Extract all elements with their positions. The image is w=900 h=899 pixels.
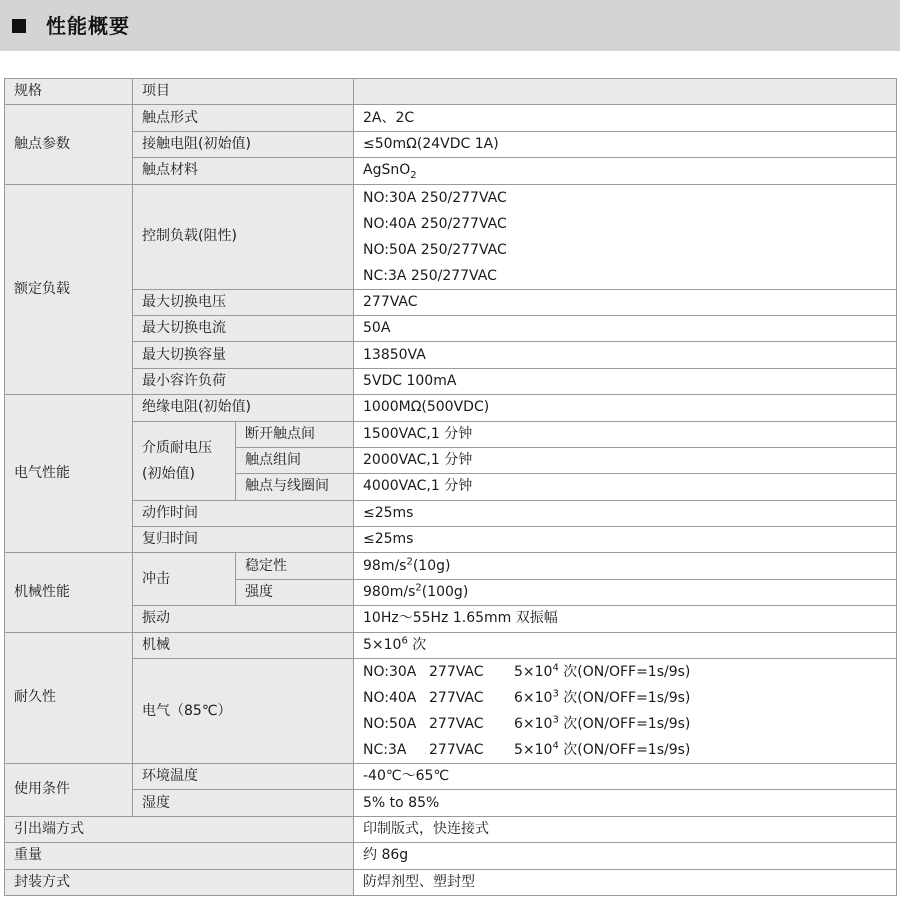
value-part: (10g)	[412, 557, 451, 574]
value-part: (100g)	[421, 584, 469, 601]
item-label: 封装方式	[5, 869, 354, 895]
cycle-suffix: 次(ON/OFF=1s/9s)	[558, 664, 691, 681]
table-row	[5, 606, 897, 632]
cycle-suffix: 次(ON/OFF=1s/9s)	[558, 742, 691, 759]
item-label: 绝缘电阻(初始值)	[133, 395, 354, 421]
group-rated: 额定负载	[5, 184, 133, 395]
table-row	[5, 790, 897, 816]
value-superscript: 2	[415, 582, 422, 594]
group-electrical: 电气性能	[5, 395, 133, 553]
voltage-rating: 277VAC	[429, 716, 484, 733]
table-header-row	[5, 79, 897, 105]
item-label: 湿度	[133, 790, 354, 816]
item-value	[354, 632, 897, 658]
item-label: 电气（85℃）	[133, 659, 354, 764]
voltage-rating: 277VAC	[429, 664, 484, 681]
spec-table	[4, 78, 897, 896]
material-main: AgSnO	[363, 162, 411, 179]
cycle-exponent: 4	[552, 662, 559, 674]
item-value: -40℃～65℃	[354, 764, 897, 790]
group-mechanical: 机械性能	[5, 553, 133, 632]
sub-item-label: 稳定性	[236, 553, 354, 579]
item-value: 5VDC 100mA	[354, 368, 897, 394]
cycle-count: 5×10	[514, 742, 553, 759]
item-label: 重量	[5, 843, 354, 869]
item-value-list	[354, 184, 897, 289]
item-value: 50A	[354, 315, 897, 341]
sub-item-label: 断开触点间	[236, 421, 354, 447]
item-value: ≤50mΩ(24VDC 1A)	[354, 131, 897, 157]
table-row	[5, 105, 897, 131]
value-line: NC:3A 250/277VAC	[363, 267, 497, 284]
value-line: NO:30A 250/277VAC	[363, 189, 507, 206]
value-line: NO:50A 250/277VAC	[363, 241, 507, 258]
item-value: 约 86g	[354, 843, 897, 869]
cycle-count: 6×10	[514, 716, 553, 733]
group-durability: 耐久性	[5, 632, 133, 763]
table-row	[5, 421, 897, 447]
value-line	[363, 737, 887, 763]
value-superscript: 2	[406, 556, 413, 567]
item-value	[354, 579, 897, 605]
dielectric-label-line2: (初始值)	[142, 465, 195, 482]
item-value: 1500VAC,1 分钟	[354, 421, 897, 447]
table-row	[5, 289, 897, 315]
table-row	[5, 342, 897, 368]
item-label: 引出端方式	[5, 816, 354, 842]
value-line	[363, 659, 887, 685]
table-row	[5, 764, 897, 790]
table-row	[5, 500, 897, 526]
material-subscript: 2	[410, 170, 417, 182]
table-row	[5, 131, 897, 157]
item-value: 1000MΩ(500VDC)	[354, 395, 897, 421]
cycle-count: 6×10	[514, 690, 553, 707]
col-head-spec: 规格	[5, 79, 133, 105]
contact-rating: NO:50A	[363, 716, 417, 733]
voltage-rating: 277VAC	[429, 742, 484, 759]
cycle-suffix: 次(ON/OFF=1s/9s)	[558, 690, 691, 707]
item-value: 5% to 85%	[354, 790, 897, 816]
item-label: 最大切换电压	[133, 289, 354, 315]
item-label: 环境温度	[133, 764, 354, 790]
item-value: 13850VA	[354, 342, 897, 368]
table-row	[5, 843, 897, 869]
item-value: 2000VAC,1 分钟	[354, 447, 897, 473]
sub-item-label: 触点与线圈间	[236, 474, 354, 500]
col-head-value	[354, 79, 897, 105]
item-value: 10Hz～55Hz 1.65mm 双振幅	[354, 606, 897, 632]
contact-rating: NO:30A	[363, 664, 417, 681]
item-value: 4000VAC,1 分钟	[354, 474, 897, 500]
item-label: 最小容许负荷	[133, 368, 354, 394]
group-contact: 触点参数	[5, 105, 133, 184]
dielectric-label	[133, 421, 236, 500]
table-row	[5, 158, 897, 184]
table-row	[5, 315, 897, 341]
value-part: 5×10	[363, 636, 402, 653]
item-value: ≤25ms	[354, 500, 897, 526]
item-value: 印制版式，快连接式	[354, 816, 897, 842]
item-value-list	[354, 659, 897, 764]
item-label: 触点形式	[133, 105, 354, 131]
dielectric-label-line1: 介质耐电压	[142, 439, 212, 456]
item-label: 最大切换电流	[133, 315, 354, 341]
section-header	[0, 0, 900, 51]
table-row	[5, 368, 897, 394]
cycle-count: 5×10	[514, 664, 553, 681]
cycle-exponent: 3	[552, 714, 559, 726]
shock-label: 冲击	[133, 553, 236, 606]
table-row	[5, 869, 897, 895]
item-value: 防焊剂型、塑封型	[354, 869, 897, 895]
item-value	[354, 553, 897, 579]
item-value: ≤25ms	[354, 527, 897, 553]
sub-item-label: 触点组间	[236, 447, 354, 473]
contact-rating: NC:3A	[363, 742, 407, 759]
table-row	[5, 816, 897, 842]
value-line	[363, 685, 887, 711]
table-row	[5, 527, 897, 553]
value-part: 次	[407, 636, 427, 653]
item-label: 动作时间	[133, 500, 354, 526]
item-label: 最大切换容量	[133, 342, 354, 368]
value-superscript: 6	[401, 635, 408, 647]
square-bullet-icon	[12, 19, 26, 33]
item-value: 277VAC	[354, 289, 897, 315]
table-row	[5, 632, 897, 658]
value-part: 980m/s	[363, 584, 416, 601]
item-label: 接触电阻(初始值)	[133, 131, 354, 157]
value-part: 98m/s	[363, 557, 407, 574]
cycle-exponent: 3	[552, 688, 559, 700]
table-row	[5, 184, 897, 289]
item-value	[354, 158, 897, 184]
sub-item-label: 强度	[236, 579, 354, 605]
item-value: 2A、2C	[354, 105, 897, 131]
item-label: 机械	[133, 632, 354, 658]
table-row	[5, 553, 897, 579]
table-row	[5, 395, 897, 421]
contact-rating: NO:40A	[363, 690, 417, 707]
table-row	[5, 659, 897, 764]
item-label: 触点材料	[133, 158, 354, 184]
voltage-rating: 277VAC	[429, 690, 484, 707]
value-line	[363, 711, 887, 737]
item-label: 振动	[133, 606, 354, 632]
cycle-suffix: 次(ON/OFF=1s/9s)	[558, 716, 691, 733]
item-label: 控制负载(阻性)	[133, 184, 354, 289]
group-usage: 使用条件	[5, 764, 133, 817]
col-head-item: 项目	[133, 79, 354, 105]
value-line: NO:40A 250/277VAC	[363, 215, 507, 232]
cycle-exponent: 4	[552, 740, 559, 752]
item-label: 复归时间	[133, 527, 354, 553]
section-title: 性能概要	[46, 14, 130, 38]
